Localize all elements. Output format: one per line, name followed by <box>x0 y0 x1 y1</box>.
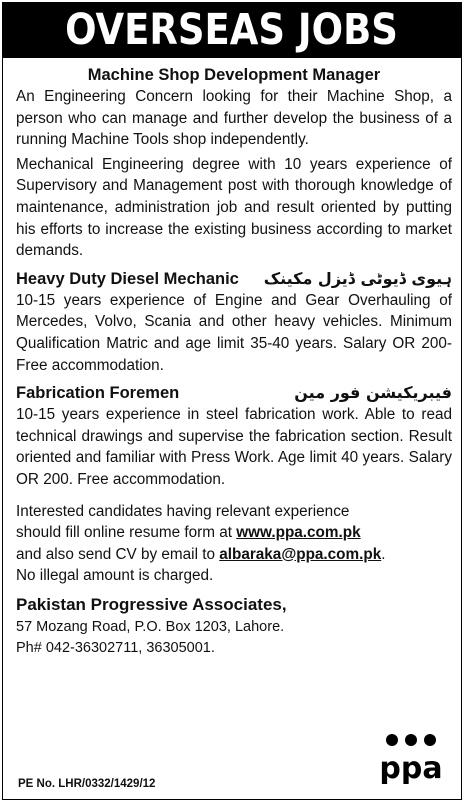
logo-text: ppa <box>379 751 443 784</box>
job1-title: Machine Shop Development Manager <box>87 66 381 84</box>
banner-title: OVERSEAS JOBS <box>65 5 399 55</box>
job1-description: An Engineering Concern looking for their Machine Shop, a person who can manage and further develop the business of a running Machine Tools shop independently. <box>16 88 452 149</box>
contact-line3-text: and also send CV by email to <box>16 545 220 563</box>
ad-content <box>16 64 452 659</box>
contact-line3-end: . <box>381 545 386 563</box>
website-link[interactable]: www.ppa.com.pk <box>236 524 361 542</box>
logo-dot-center <box>405 734 417 746</box>
logo-dot-left <box>386 734 398 746</box>
job2-title: Heavy Duty Diesel Mechanic <box>16 269 239 288</box>
contact-line3 <box>16 544 452 566</box>
contact-line2-text: should fill online resume form at <box>16 524 237 542</box>
company-address-block <box>16 617 452 659</box>
job3-urdu-title: فیبریکیشن فور مین <box>294 383 452 403</box>
job2-urdu-title: ہیوی ڈیوٹی ڈیزل مکینک <box>263 268 452 288</box>
job2-header <box>16 268 452 290</box>
company-phone: Ph# 042-36302711, 36305001. <box>16 639 215 656</box>
company-name: Pakistan Progressive Associates, <box>16 594 287 614</box>
job3-title: Fabrication Foremen <box>16 384 180 403</box>
ppa-logo-icon <box>378 732 444 784</box>
company-address: 57 Mozang Road, P.O. Box 1203, Lahore. <box>16 618 285 635</box>
contact-line1: Interested candidates having relevant experience <box>16 502 350 520</box>
contact-line4: No illegal amount is charged. <box>16 567 214 585</box>
pe-number: PE No. LHR/0332/1429/12 <box>18 778 156 790</box>
contact-block <box>16 501 452 587</box>
job3-header <box>16 382 452 404</box>
job1-requirements: Mechanical Engineering degree with 10 years experience of Supervisory and Management post with thorough knowledge of maintenance, administration job and result oriented by putting his efforts to increase the existing business according to market demands. <box>16 155 452 260</box>
job2-description: 10-15 years experience of Engine and Gear Overhauling of Mercedes, Volvo, Scania and other heavy vehicles. Minimum Qualification Matric and age limit 35-40 years. Salary OR 200- Free accommodation. <box>16 291 452 374</box>
job3-description: 10-15 years experience in steel fabrication work. Able to read technical drawings and supervise the fabrication section. Result oriented and familiar with Press Work. Age limit 40 years. Salary OR 200. Free accommodation. <box>16 406 452 488</box>
contact-line2 <box>16 522 452 544</box>
email-link[interactable]: albaraka@ppa.com.pk <box>219 545 382 563</box>
logo-dot-right <box>424 734 436 746</box>
banner <box>2 2 462 58</box>
